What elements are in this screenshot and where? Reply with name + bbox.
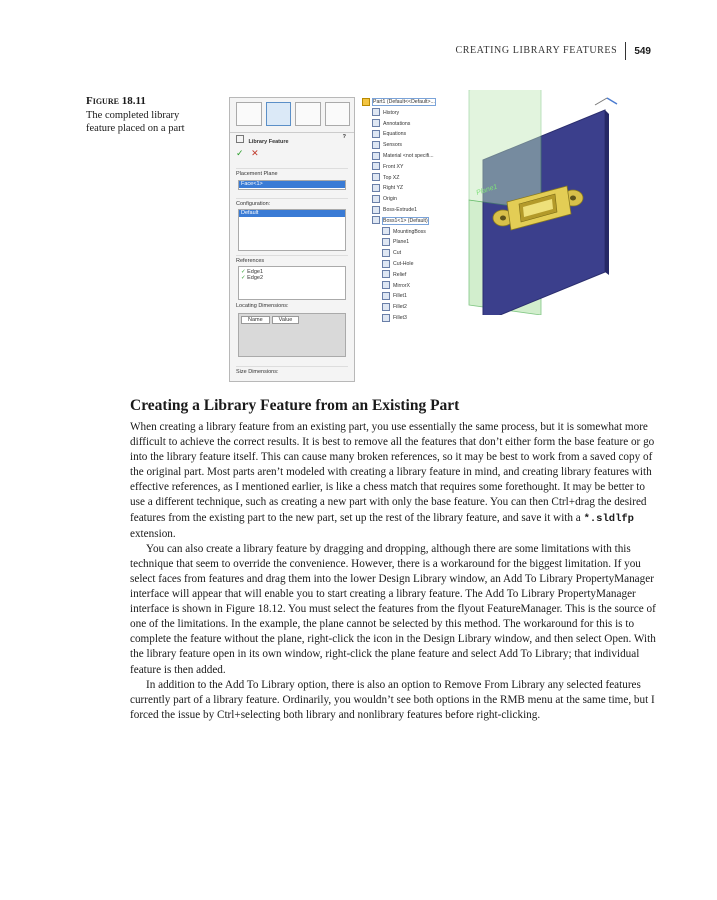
paragraph: In addition to the Add To Library option, there is also an option to Remove From Library any selected features currently part of a library feature. Ordinarily, you wouldn’t see both options in the RMB menu at the same time, but I forced the issue by Ctrl+selecting both library and nonlibrary features before right-clicking. [130, 678, 655, 721]
fillet-icon [382, 303, 390, 311]
feature-icon [382, 227, 390, 235]
tree-item[interactable]: Origin [362, 194, 462, 205]
figure-label: Figure 18.11 [86, 95, 146, 107]
library-feature-icon [236, 135, 244, 143]
annotations-icon [372, 119, 380, 127]
feature-manager-tab[interactable] [236, 102, 262, 126]
material-icon [372, 152, 380, 160]
tree-item[interactable]: Fillet1 [362, 291, 462, 302]
tree-item[interactable]: Front XY [362, 162, 462, 173]
tree-item[interactable]: Cut [362, 248, 462, 259]
tree-item[interactable]: Right YZ [362, 183, 462, 194]
placement-plane-label[interactable]: Placement Plane [236, 168, 348, 177]
placement-plane-field[interactable] [238, 180, 346, 190]
property-manager-tab[interactable] [266, 102, 292, 126]
plane-label: Plane1 [475, 183, 499, 197]
plane-icon [382, 238, 390, 246]
paragraph: You can also create a library feature by dragging and dropping, although there are some limitations with this technique that seem to override the convenience. However, there is a workaround for the biggest limitation. If you select faces from features and drag them into the lower Design Library window, an Add To Library PropertyManager interface will appear that will enable you to start creating a library feature. The Add To Library PropertyManager interface is shown in Figure 18.12. You must select the features from the flyout FeatureManager. This is the source of one of the limitations. In the example, the plane cannot be selected by this method. The workaround for this is to complete the feature without the plane, right-click the icon in the Design Library window, and then select Open. With the library feature open in its own window, right-click the plane feature and select Add To Library; that individual feature is then added. [130, 542, 656, 676]
tree-item[interactable]: Material <not specifi... [362, 151, 462, 162]
cut-icon [382, 249, 390, 257]
plane-icon [372, 162, 380, 170]
plane-icon [372, 184, 380, 192]
model-viewport[interactable] [455, 90, 635, 315]
history-icon [372, 108, 380, 116]
figure-caption [86, 95, 206, 136]
ok-cancel-row [236, 148, 348, 159]
origin-icon [372, 195, 380, 203]
property-manager-panel [229, 97, 355, 382]
flyout-feature-tree [362, 97, 462, 324]
base-face-side [605, 110, 609, 275]
running-title: CREATING LIBRARY FEATURES [455, 42, 626, 60]
references-label[interactable]: References [236, 255, 348, 264]
tree-item[interactable]: Equations [362, 129, 462, 140]
file-extension-code: *.sldlfp [583, 512, 634, 525]
sensors-icon [372, 141, 380, 149]
extrude-icon [372, 206, 380, 214]
check-icon: ✓ [241, 269, 246, 275]
configuration-manager-tab[interactable] [295, 102, 321, 126]
pm-title-row [236, 135, 348, 145]
pm-title: Library Feature [248, 139, 289, 145]
tree-item[interactable]: Fillet2 [362, 302, 462, 313]
column-header-name[interactable]: Name [241, 316, 270, 324]
tree-item[interactable]: Boss1<1> (Default) [362, 216, 462, 227]
configuration-label[interactable]: Configuration: [236, 198, 348, 207]
body-text [130, 420, 656, 723]
fillet-icon [382, 292, 390, 300]
configuration-value[interactable]: Default [239, 210, 345, 217]
configuration-list[interactable] [238, 209, 346, 251]
tree-item[interactable]: Annotations [362, 119, 462, 130]
tree-item[interactable]: MountingBoss [362, 227, 462, 238]
tree-item[interactable]: Sensors [362, 140, 462, 151]
page-number: 549 [634, 45, 651, 57]
placement-plane-value: Face<1> [239, 181, 345, 188]
dimxpert-manager-tab[interactable] [325, 102, 351, 126]
tree-item[interactable]: Part1 (Default<<Default>... [362, 97, 462, 108]
tree-item[interactable]: MirrorX [362, 281, 462, 292]
tree-item[interactable]: Top XZ [362, 173, 462, 184]
equations-icon [372, 130, 380, 138]
running-header [455, 42, 651, 60]
tree-item[interactable]: Relief [362, 270, 462, 281]
locating-dimensions-label: Locating Dimensions: [236, 303, 289, 309]
tree-item[interactable]: Plane1 [362, 237, 462, 248]
tree-item[interactable]: Boss-Extrude1 [362, 205, 462, 216]
paragraph: When creating a library feature from an existing part, you use essentially the same process, but it is somewhat more difficult to achieve the correct results. It is best to remove all the features that don’t either form the base feature or go into the library feature itself. This can cause many broken references, so it may be best to work from a saved copy of the original part. Most parts aren’t modeled with creating a library feature in mind, and creating library features with effective references, as I mentioned earlier, is like a chess match that requires some forethought. It may be better to use a different technique, such as creating a new part with only the base feature. You can then Ctrl+drag the desired features from the existing part to the new part, set up the rest of the library feature, and save it with a *.sldlfp extension. [130, 421, 655, 540]
triad-icon [595, 98, 617, 105]
mirror-icon [382, 281, 390, 289]
cut-icon [382, 270, 390, 278]
part-icon [362, 98, 370, 106]
size-dimensions-label[interactable]: Size Dimensions: [236, 366, 348, 375]
references-list[interactable] [238, 266, 346, 300]
section-heading: Creating a Library Feature from an Existing Part [130, 397, 460, 414]
tree-item[interactable]: History [362, 108, 462, 119]
plane-icon [372, 173, 380, 181]
column-header-value[interactable]: Value [272, 316, 300, 324]
fillet-icon [382, 314, 390, 322]
ok-button[interactable]: ✓ [236, 148, 244, 158]
manager-tabs [230, 98, 354, 133]
reference-item[interactable]: ✓ Edge2 [241, 275, 264, 281]
cut-icon [382, 260, 390, 268]
help-icon[interactable]: ? [342, 134, 346, 140]
tree-item[interactable]: Cut-Hole [362, 259, 462, 270]
reference-item[interactable]: ✓ Edge1 [241, 269, 264, 275]
check-icon: ✓ [241, 275, 246, 281]
library-feature-icon [372, 216, 380, 224]
figure-caption-text: The completed library feature placed on a part [86, 109, 185, 134]
tree-item[interactable]: Fillet3 [362, 313, 462, 324]
locating-dimensions-table[interactable] [238, 313, 346, 357]
cancel-button[interactable]: ✕ [251, 148, 259, 158]
